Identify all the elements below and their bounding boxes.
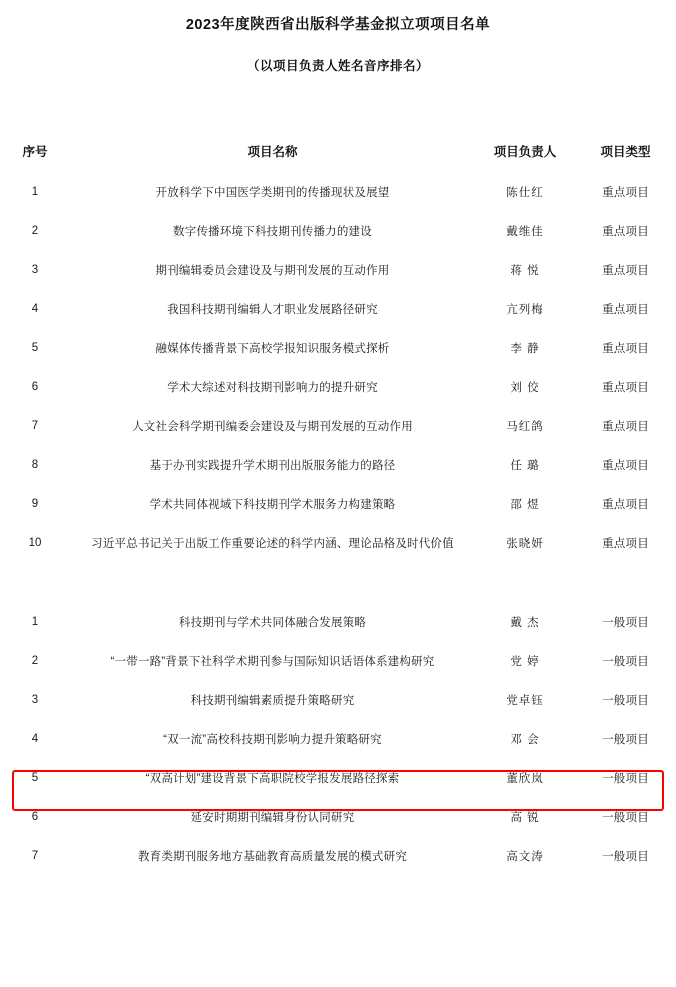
cell-type: 一般项目	[602, 733, 649, 746]
table-row	[0, 680, 676, 719]
cell-seq: 6	[31, 380, 39, 393]
table-row	[0, 719, 676, 758]
cell-type: 重点项目	[602, 459, 649, 472]
table-row	[0, 836, 676, 875]
page-subtitle: （以项目负责人姓名音序排名）	[246, 59, 429, 73]
table-row	[0, 484, 676, 523]
cell-name: 融媒体传播背景下高校学报知识服务模式探析	[155, 342, 390, 355]
cell-owner: 邓 会	[510, 733, 540, 746]
table-row	[0, 406, 676, 445]
cell-name: 科技期刊与学术共同体融合发展策略	[178, 616, 367, 629]
cell-seq: 5	[31, 341, 39, 354]
cell-seq: 1	[31, 185, 39, 198]
cell-name: 开放科学下中国医学类期刊的传播现状及展望	[155, 186, 390, 199]
table-row	[0, 602, 676, 641]
table-row-highlighted	[0, 758, 676, 797]
column-header-seq: 序号	[22, 145, 48, 159]
cell-owner: 董欣岚	[506, 772, 544, 785]
cell-type: 重点项目	[602, 537, 649, 550]
cell-seq: 2	[31, 654, 39, 667]
column-header-type: 项目类型	[600, 145, 651, 159]
cell-owner: 亢列梅	[506, 303, 544, 316]
cell-type: 一般项目	[602, 850, 649, 863]
cell-seq: 9	[31, 497, 39, 510]
cell-owner: 马红鸽	[506, 420, 544, 433]
cell-name: “双一流”高校科技期刊影响力提升策略研究	[163, 733, 382, 746]
cell-owner: 高 锐	[510, 811, 540, 824]
cell-owner: 陈仕红	[506, 186, 544, 199]
cell-type: 一般项目	[602, 655, 649, 668]
cell-type: 一般项目	[602, 811, 649, 824]
table-row	[0, 797, 676, 836]
section-spacer-row	[0, 562, 676, 602]
cell-owner: 任 璐	[510, 459, 540, 472]
cell-owner: 李 静	[510, 342, 540, 355]
cell-owner: 戴 杰	[510, 616, 540, 629]
cell-owner: 党卓钰	[506, 694, 544, 707]
cell-seq: 10	[28, 536, 42, 549]
cell-type: 重点项目	[602, 381, 649, 394]
cell-owner: 张晓妍	[506, 537, 544, 550]
cell-seq: 1	[31, 615, 39, 628]
cell-name: 我国科技期刊编辑人才职业发展路径研究	[167, 303, 378, 316]
cell-type: 重点项目	[602, 264, 649, 277]
spacer-cell	[70, 562, 475, 602]
table-row	[0, 250, 676, 289]
table-row	[0, 523, 676, 562]
cell-owner: 戴维佳	[506, 225, 544, 238]
table-header-row	[0, 136, 676, 172]
cell-type: 重点项目	[602, 420, 649, 433]
document-page	[0, 13, 676, 987]
table-header	[0, 136, 676, 172]
cell-owner: 蒋 悦	[510, 264, 540, 277]
cell-name: “双高计划”建设背景下高职院校学报发展路径探索	[145, 772, 400, 785]
cell-seq: 7	[31, 419, 39, 432]
cell-type: 重点项目	[602, 186, 649, 199]
table-row	[0, 641, 676, 680]
table-row	[0, 445, 676, 484]
table-row	[0, 211, 676, 250]
table-row	[0, 328, 676, 367]
cell-seq: 4	[31, 302, 39, 315]
cell-seq: 5	[31, 771, 39, 784]
cell-name: 延安时期期刊编辑身份认同研究	[190, 811, 355, 824]
table-row	[0, 172, 676, 211]
cell-type: 一般项目	[602, 616, 649, 629]
cell-type: 重点项目	[602, 342, 649, 355]
project-list-table	[0, 136, 676, 875]
cell-name: 数字传播环境下科技期刊传播力的建设	[173, 225, 372, 238]
cell-seq: 2	[31, 224, 39, 237]
cell-seq: 8	[31, 458, 39, 471]
cell-name: 学术共同体视域下科技期刊学术服务力构建策略	[149, 498, 396, 511]
cell-name: 教育类期刊服务地方基础教育高质量发展的模式研究	[137, 850, 408, 863]
cell-owner: 刘 佼	[510, 381, 540, 394]
cell-name: “一带一路”背景下社科学术期刊参与国际知识话语体系建构研究	[110, 655, 435, 668]
column-header-owner: 项目负责人	[493, 145, 557, 159]
table-row	[0, 289, 676, 328]
cell-seq: 7	[31, 849, 39, 862]
cell-name: 基于办刊实践提升学术期刊出版服务能力的路径	[149, 459, 396, 472]
cell-type: 重点项目	[602, 498, 649, 511]
cell-owner: 高文涛	[506, 850, 544, 863]
cell-name: 期刊编辑委员会建设及与期刊发展的互动作用	[155, 264, 390, 277]
cell-seq: 6	[31, 810, 39, 823]
spacer-cell	[0, 562, 70, 602]
cell-seq: 3	[31, 263, 39, 276]
cell-name: 人文社会科学期刊编委会建设及与期刊发展的互动作用	[132, 420, 413, 433]
cell-seq: 4	[31, 732, 39, 745]
table-body	[0, 172, 676, 875]
table-row	[0, 367, 676, 406]
cell-type: 一般项目	[602, 772, 649, 785]
cell-name: 习近平总书记关于出版工作重要论述的科学内涵、理论品格及时代价值	[91, 537, 454, 550]
column-header-name: 项目名称	[247, 145, 298, 159]
cell-seq: 3	[31, 693, 39, 706]
cell-type: 重点项目	[602, 225, 649, 238]
cell-owner: 党 婷	[510, 655, 540, 668]
cell-name: 科技期刊编辑素质提升策略研究	[190, 694, 355, 707]
spacer-cell	[475, 562, 575, 602]
spacer-cell	[575, 562, 676, 602]
cell-name: 学术大综述对科技期刊影响力的提升研究	[167, 381, 378, 394]
cell-type: 一般项目	[602, 694, 649, 707]
cell-type: 重点项目	[602, 303, 649, 316]
page-title: 2023年度陕西省出版科学基金拟立项项目名单	[185, 17, 491, 33]
cell-owner: 邵 煜	[510, 498, 540, 511]
